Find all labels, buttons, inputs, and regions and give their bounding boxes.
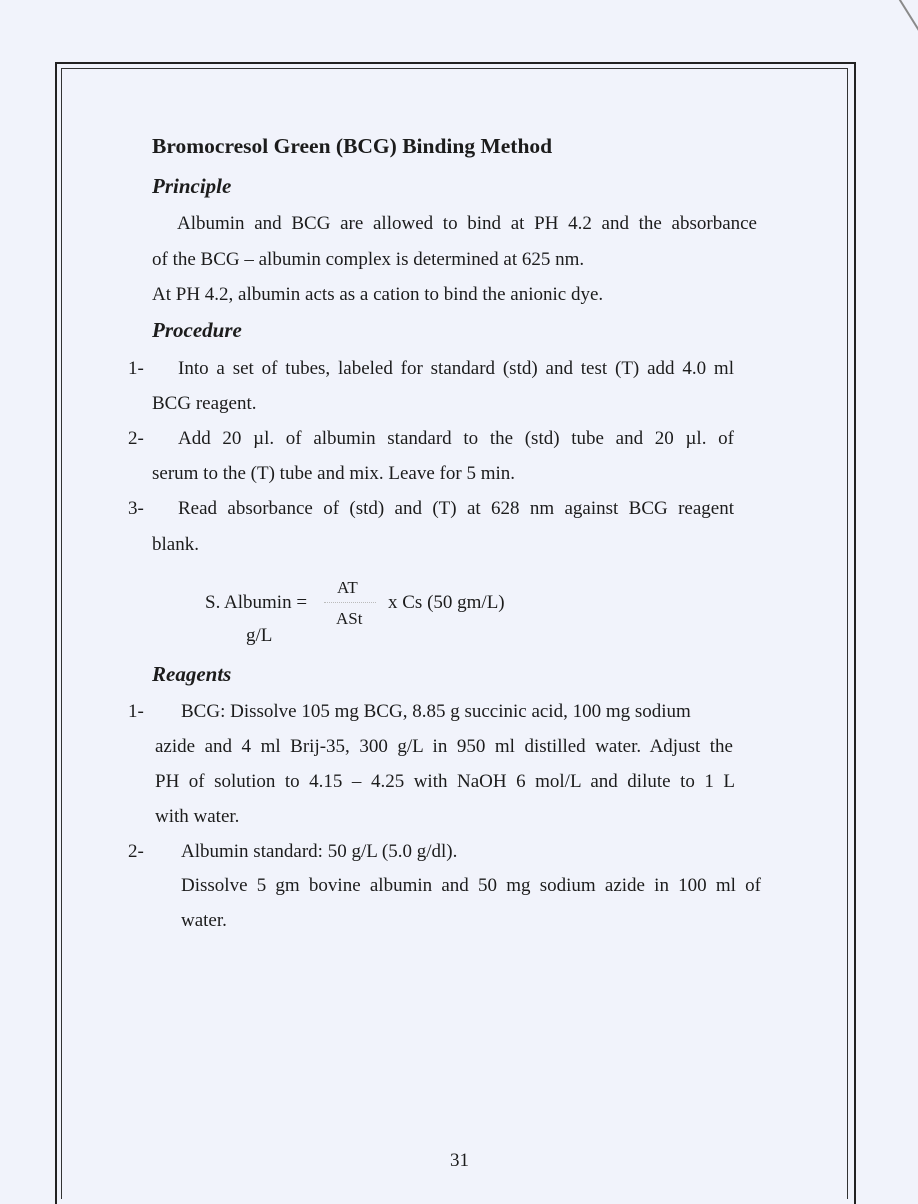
fraction-bar	[324, 602, 376, 603]
procedure-step-3-line-1: Read absorbance of (std) and (T) at 628 nm against BCG reagent	[178, 498, 734, 519]
page-number: 31	[450, 1150, 469, 1171]
reagent-1-line-2: azide and 4 ml Brij-35, 300 g/L in 950 ml distilled water. Adjust the	[155, 736, 733, 757]
procedure-heading: Procedure	[152, 318, 242, 342]
procedure-step-2-number: 2-	[128, 428, 144, 449]
formula-lhs: S. Albumin =	[205, 592, 308, 613]
formula-unit: g/L	[246, 625, 273, 646]
procedure-step-2-line-2: serum to the (T) tube and mix. Leave for 5 min.	[152, 463, 516, 484]
procedure-step-3-line-2: blank.	[152, 534, 199, 555]
reagents-heading: Reagents	[152, 662, 232, 686]
procedure-step-1-line-1: Into a set of tubes, labeled for standard (std) and test (T) add 4.0 ml	[178, 358, 734, 379]
procedure-step-1-line-2: BCG reagent.	[152, 393, 257, 414]
principle-line-1: Albumin and BCG are allowed to bind at PH 4.2 and the absorbance	[177, 213, 757, 234]
reagent-1-line-4: with water.	[155, 806, 240, 827]
document-title: Bromocresol Green (BCG) Binding Method	[152, 134, 553, 158]
formula-denominator: ASt	[336, 609, 363, 628]
principle-heading: Principle	[152, 174, 232, 198]
reagent-1-number: 1-	[128, 701, 144, 722]
procedure-step-1-number: 1-	[128, 358, 144, 379]
procedure-step-2-line-1: Add 20 µl. of albumin standard to the (std) tube and 20 µl. of	[178, 428, 734, 449]
reagent-1-line-1: BCG: Dissolve 105 mg BCG, 8.85 g succinic acid, 100 mg sodium	[181, 701, 691, 722]
scan-artifact-line	[895, 0, 918, 36]
principle-line-2: of the BCG – albumin complex is determined at 625 nm.	[152, 249, 585, 270]
procedure-step-3-number: 3-	[128, 498, 144, 519]
formula-numerator: AT	[337, 578, 358, 597]
reagent-2-line-1: Albumin standard: 50 g/L (5.0 g/dl).	[181, 841, 458, 862]
reagent-2-number: 2-	[128, 841, 144, 862]
formula-rhs: x Cs (50 gm/L)	[388, 592, 505, 613]
page-border-inner	[61, 68, 848, 1199]
reagent-2-line-2: Dissolve 5 gm bovine albumin and 50 mg sodium azide in 100 ml of	[181, 875, 761, 896]
reagent-2-line-3: water.	[181, 910, 227, 931]
reagent-1-line-3: PH of solution to 4.15 – 4.25 with NaOH 6 mol/L and dilute to 1 L	[155, 771, 735, 792]
principle-line-3: At PH 4.2, albumin acts as a cation to bind the anionic dye.	[152, 284, 604, 305]
